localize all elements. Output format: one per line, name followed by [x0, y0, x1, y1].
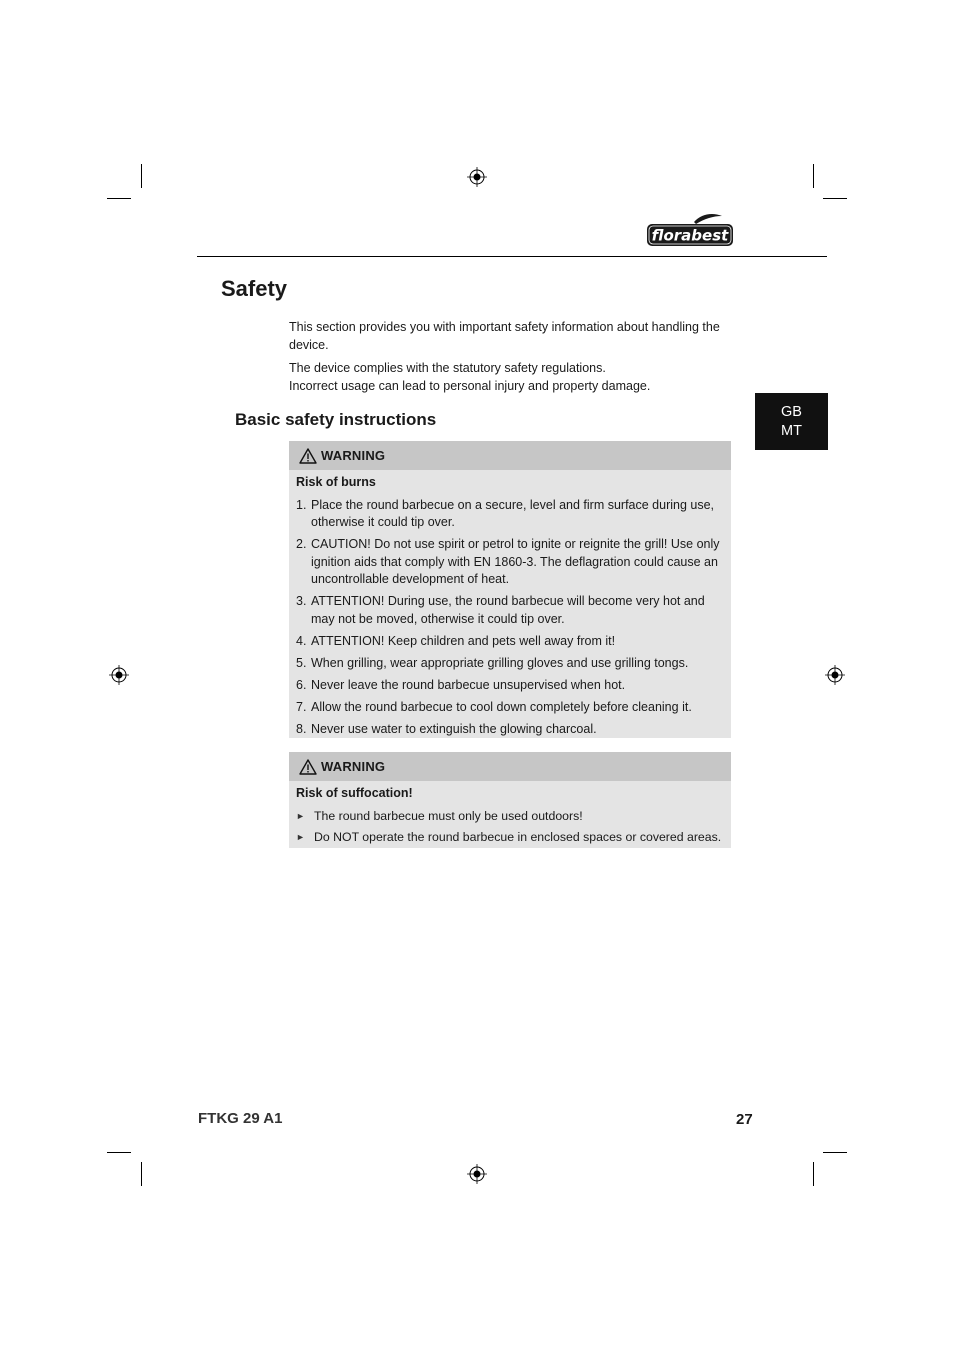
- item-text: Do NOT operate the round barbecue in enclosed spaces or covered areas.: [314, 830, 722, 844]
- registration-mark-icon: [109, 665, 129, 685]
- registration-mark-icon: [467, 1164, 487, 1184]
- crop-mark: [823, 1152, 847, 1153]
- item-text: CAUTION! Do not use spirit or petrol to ignite or reignite the grill! Use only ignition aids that comply with EN 1860-3. The deflagration could cause an uncontrollable development of heat.: [311, 537, 720, 586]
- section-title: Basic safety instructions: [235, 410, 437, 429]
- risk-heading: Risk of burns: [296, 475, 376, 489]
- florabest-logo: [646, 213, 734, 247]
- item-text: Place the round barbecue on a secure, level and firm surface during use, otherwise it could tip over.: [311, 497, 715, 529]
- intro-paragraph: [289, 360, 729, 395]
- item-number: 2.: [296, 537, 307, 551]
- arrow-bullet-icon: ►: [296, 810, 305, 821]
- warning-box-suffocation: [289, 752, 731, 848]
- item-number: 6.: [296, 677, 307, 692]
- list-item: [296, 677, 723, 695]
- warning-header: [289, 441, 731, 470]
- risk-heading: Risk of suffocation!: [296, 786, 413, 800]
- item-number: 8.: [296, 721, 307, 736]
- crop-mark: [813, 1162, 814, 1186]
- intro-line: Incorrect usage can lead to personal injury and property damage.: [289, 378, 651, 393]
- item-number: 5.: [296, 655, 307, 670]
- item-number: 7.: [296, 699, 307, 714]
- item-text: The round barbecue must only be used outdoors!: [314, 808, 583, 823]
- footer-model: FTKG 29 A1: [198, 1110, 283, 1127]
- crop-mark: [107, 198, 131, 199]
- item-text: Never use water to extinguish the glowing charcoal.: [311, 721, 597, 736]
- warning-label: WARNING: [321, 448, 386, 463]
- page-title: Safety: [221, 276, 288, 301]
- list-item: [296, 808, 723, 826]
- page-number: 27: [736, 1111, 753, 1128]
- list-item: [296, 497, 723, 532]
- intro-text: [289, 319, 729, 395]
- language-code: GB: [781, 403, 802, 420]
- bullet-list: [296, 808, 723, 847]
- list-item: [296, 829, 723, 847]
- item-text: ATTENTION! Keep children and pets well away from it!: [311, 633, 616, 648]
- crop-mark: [141, 164, 142, 188]
- registration-mark-icon: [467, 167, 487, 187]
- list-item: [296, 721, 723, 739]
- list-item: [296, 633, 723, 651]
- warning-triangle-icon: [299, 759, 317, 775]
- arrow-bullet-icon: ►: [296, 832, 305, 842]
- list-item: [296, 593, 723, 628]
- item-text: When grilling, wear appropriate grilling gloves and use grilling tongs.: [311, 655, 689, 670]
- intro-paragraph: This section provides you with important safety information about handling the device.: [289, 320, 720, 352]
- item-number: 1.: [296, 497, 307, 512]
- crop-mark: [813, 164, 814, 188]
- warning-header: [289, 752, 731, 781]
- language-tab: [755, 393, 828, 450]
- header-rule: [197, 256, 827, 257]
- crop-mark: [141, 1162, 142, 1186]
- crop-mark: [823, 198, 847, 199]
- item-text: Never leave the round barbecue unsupervised when hot.: [311, 677, 626, 692]
- list-item: [296, 655, 723, 673]
- registration-mark-icon: [825, 665, 845, 685]
- warning-label: WARNING: [321, 759, 386, 774]
- item-text: ATTENTION! During use, the round barbecue will become very hot and may not be moved, otherwise it could tip over.: [311, 594, 705, 626]
- language-code: MT: [781, 422, 802, 439]
- item-text: Allow the round barbecue to cool down completely before cleaning it.: [311, 699, 692, 714]
- warning-box-burns: [289, 441, 731, 738]
- list-item: [296, 699, 723, 717]
- warning-triangle-icon: [299, 448, 317, 464]
- warning-body: [289, 470, 731, 745]
- item-number: 4.: [296, 633, 307, 648]
- intro-line: The device complies with the statutory safety regulations.: [289, 361, 606, 375]
- warning-body: [289, 781, 731, 853]
- crop-mark: [107, 1152, 131, 1153]
- list-item: [296, 536, 723, 589]
- logo-text: florabest: [651, 226, 729, 245]
- item-number: 3.: [296, 594, 307, 608]
- numbered-list: [296, 497, 723, 739]
